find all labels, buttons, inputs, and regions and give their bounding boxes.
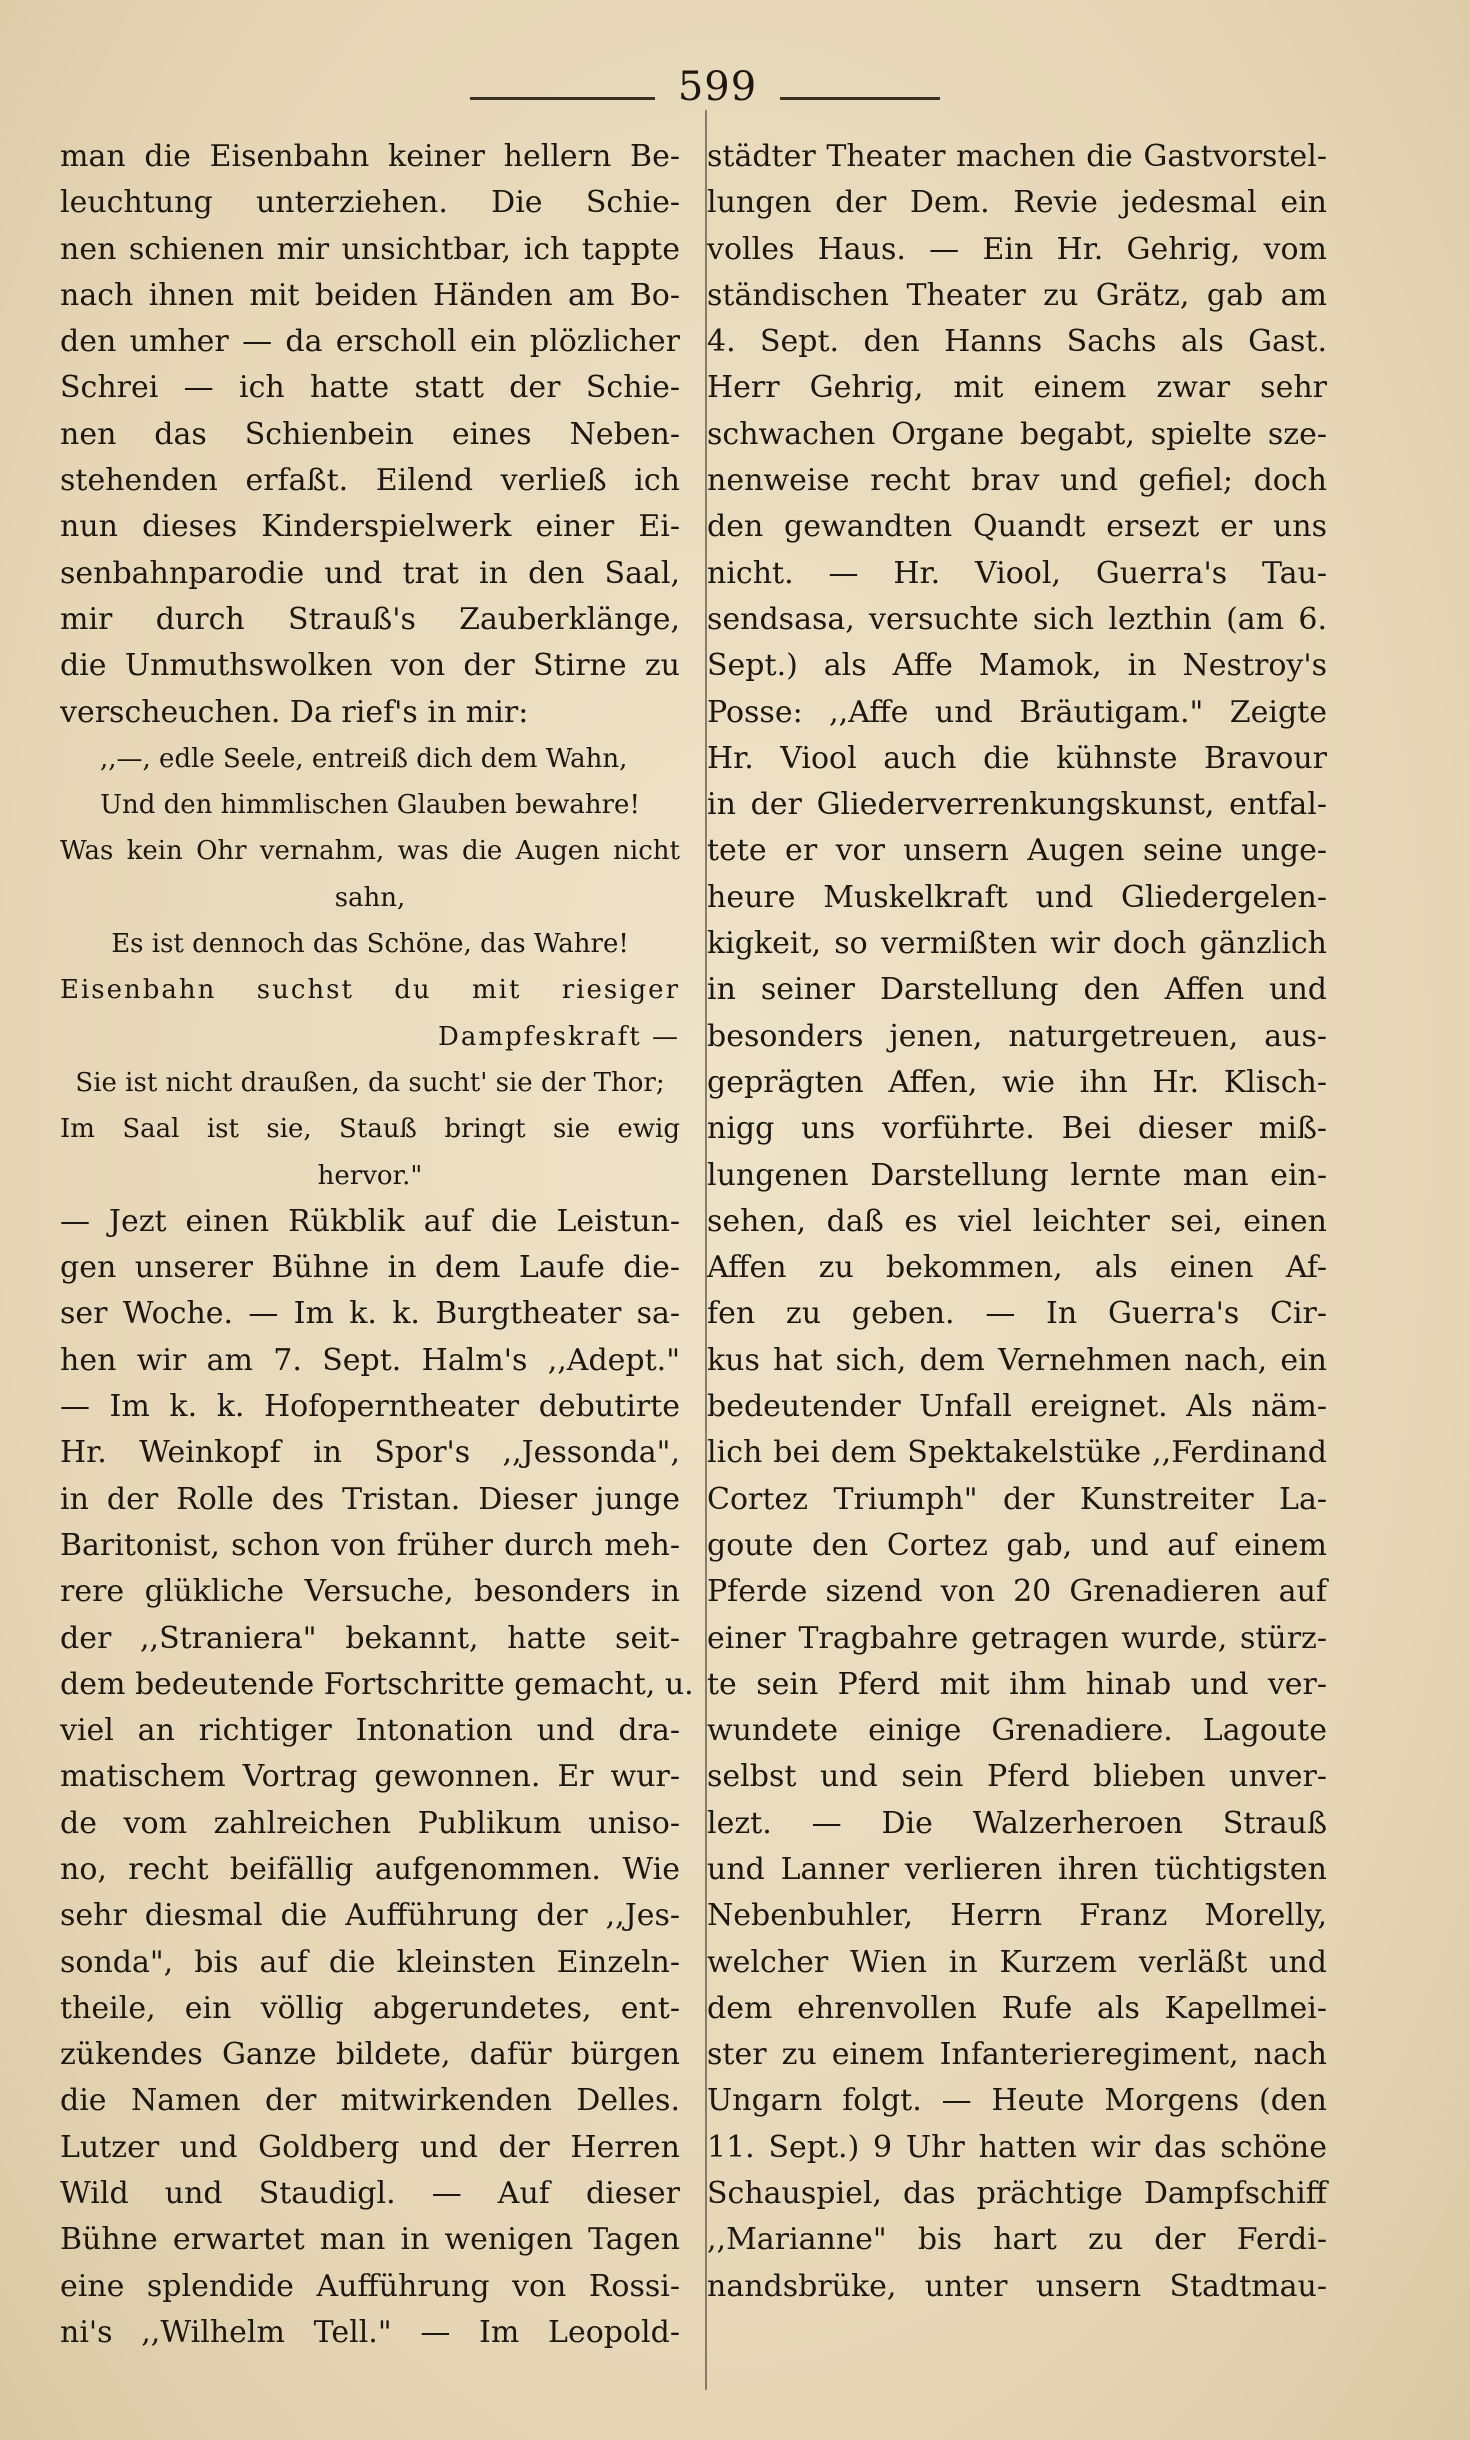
text-line: einer Tragbahre getragen wurde, stürz- xyxy=(707,1620,1327,1656)
text-line: in der Rolle des Tristan. Dieser junge xyxy=(60,1481,680,1517)
text-line: zükendes Ganze bildete, dafür bürgen xyxy=(60,2037,680,2073)
poem-line: Dampfeskraft — xyxy=(437,1021,680,1052)
text-line: Baritonist, schon von früher durch meh- xyxy=(60,1527,680,1563)
text-line: man die Eisenbahn keiner hellern Be- xyxy=(60,139,680,174)
text-line: lezt. — Die Walzerheroen Strauß xyxy=(707,1805,1327,1841)
text-line: den gewandten Quandt ersezt er uns xyxy=(707,509,1327,545)
text-line: und Lanner verlieren ihren tüchtigsten xyxy=(707,1851,1327,1887)
text-line: eine splendide Aufführung von Rossi- xyxy=(60,2268,680,2304)
text-line: senbahnparodie und trat in den Saal, xyxy=(60,555,680,591)
text-line: bedeutender Unfall ereignet. Als näm- xyxy=(707,1389,1327,1425)
page-header xyxy=(0,62,1470,122)
text-line: Herr Gehrig, mit einem zwar sehr xyxy=(707,370,1327,406)
poem-line: Was kein Ohr vernahm, was die Augen nicht xyxy=(60,836,680,867)
text-line: Schrei — ich hatte statt der Schie- xyxy=(60,370,680,406)
text-line: dem ehrenvollen Rufe als Kapellmei- xyxy=(707,1990,1327,2026)
text-line: nen schienen mir unsichtbar, ich tappte xyxy=(60,231,680,267)
text-line: sehen, daß es viel leichter sei, einen xyxy=(707,1203,1327,1239)
text-line: Sept.) als Affe Mamok, in Nestroy's xyxy=(707,648,1327,684)
text-line: lich bei dem Spektakelstüke ,,Ferdinand xyxy=(707,1435,1327,1471)
text-line: wundete einige Grenadiere. Lagoute xyxy=(707,1713,1327,1749)
text-line: Hr. Weinkopf in Spor's ,,Jessonda", xyxy=(60,1435,680,1471)
text-line: viel an richtiger Intonation und dra- xyxy=(60,1713,680,1749)
text-line: stehenden erfaßt. Eilend verließ ich xyxy=(60,463,680,499)
text-line: te sein Pferd mit ihm hinab und ver- xyxy=(707,1666,1327,1702)
text-line: kigkeit, so vermißten wir doch gänzlich xyxy=(707,926,1327,962)
text-line: schwachen Organe begabt, spielte sze- xyxy=(707,416,1327,452)
text-line: städter Theater machen die Gastvorstel- xyxy=(707,139,1327,174)
text-line: welcher Wien in Kurzem verläßt und xyxy=(707,1944,1327,1980)
text-line: die Unmuthswolken von der Stirne zu xyxy=(60,648,680,684)
text-line: sehr diesmal die Aufführung der ,,Jes- xyxy=(60,1898,680,1934)
text-line: dem bedeutende Fortschritte gemacht, u. xyxy=(60,1666,694,1702)
text-line: matischem Vortrag gewonnen. Er wur- xyxy=(60,1759,680,1795)
poem-line: sahn, xyxy=(334,882,406,913)
text-line: de vom zahlreichen Publikum uniso- xyxy=(60,1805,680,1841)
text-line: 4. Sept. den Hanns Sachs als Gast. xyxy=(707,324,1327,360)
text-line: Nebenbuhler, Herrn Franz Morelly, xyxy=(707,1898,1327,1934)
text-line: — Im k. k. Hofoperntheater debutirte xyxy=(60,1389,680,1425)
text-line: nun dieses Kinderspielwerk einer Ei- xyxy=(60,509,680,545)
text-line: lungenen Darstellung lernte man ein- xyxy=(707,1157,1327,1193)
text-line: hen wir am 7. Sept. Halm's ,,Adept." xyxy=(60,1342,680,1378)
poem-line: Im Saal ist sie, Stauß bringt sie ewig xyxy=(60,1114,680,1145)
text-line: geprägten Affen, wie ihn Hr. Klisch- xyxy=(707,1064,1327,1100)
text-line: Bühne erwartet man in wenigen Tagen xyxy=(60,2222,680,2258)
text-line: sonda", bis auf die kleinsten Einzeln- xyxy=(60,1944,680,1980)
text-line: nicht. — Hr. Viool, Guerra's Tau- xyxy=(707,555,1327,591)
text-line: ,,Marianne" bis hart zu der Ferdi- xyxy=(707,2222,1327,2258)
right-column xyxy=(707,134,1327,2310)
header-rule-left xyxy=(470,97,655,100)
text-line: ster zu einem Infanterieregiment, nach xyxy=(707,2037,1327,2073)
text-line: der ,,Straniera" bekannt, hatte seit- xyxy=(60,1620,680,1656)
text-line: theile, ein völlig abgerundetes, ent- xyxy=(60,1990,680,2026)
text-line: fen zu geben. — In Guerra's Cir- xyxy=(707,1296,1327,1332)
text-line: Pferde sizend von 20 Grenadieren auf xyxy=(707,1574,1327,1610)
text-line: tete er vor unsern Augen seine unge- xyxy=(707,833,1327,869)
text-line: — Jezt einen Rükblik auf die Leistun- xyxy=(60,1203,680,1239)
poem-line: Und den himmlischen Glauben bewahre! xyxy=(100,790,640,821)
text-line: kus hat sich, dem Vernehmen nach, ein xyxy=(707,1342,1327,1378)
text-line: lungen der Dem. Revie jedesmal ein xyxy=(707,185,1327,221)
text-line: den umher — da erscholl ein plözlicher xyxy=(60,324,680,360)
poem-line: Es ist dennoch das Schöne, das Wahre! xyxy=(111,929,629,960)
text-line: nandsbrüke, unter unsern Stadtmau- xyxy=(707,2268,1327,2304)
header-rule-right xyxy=(780,97,940,100)
text-line: goute den Cortez gab, und auf einem xyxy=(707,1527,1327,1563)
text-line: ser Woche. — Im k. k. Burgtheater sa- xyxy=(60,1296,680,1332)
text-line: Wild und Staudigl. — Auf dieser xyxy=(60,2176,680,2212)
text-line: rere glükliche Versuche, besonders in xyxy=(60,1574,680,1610)
text-line: in der Gliederverrenkungskunst, entfal- xyxy=(707,787,1327,823)
text-line: Lutzer und Goldberg und der Herren xyxy=(60,2129,680,2165)
poem-quotation xyxy=(60,736,680,1199)
text-line: mir durch Strauß's Zauberklänge, xyxy=(60,601,680,637)
poem-line: ,,—, edle Seele, entreiß dich dem Wahn, xyxy=(100,743,628,774)
text-line: nigg uns vorführte. Bei dieser miß- xyxy=(707,1111,1327,1147)
text-line: leuchtung unterziehen. Die Schie- xyxy=(60,185,680,221)
text-line: gen unserer Bühne in dem Laufe die- xyxy=(60,1250,680,1286)
text-line: ständischen Theater zu Grätz, gab am xyxy=(707,277,1327,313)
text-line: selbst und sein Pferd blieben unver- xyxy=(707,1759,1327,1795)
text-line: nenweise recht brav und gefiel; doch xyxy=(707,463,1327,499)
text-line: Hr. Viool auch die kühnste Bravour xyxy=(707,740,1327,776)
text-line: besonders jenen, naturgetreuen, aus- xyxy=(707,1018,1327,1054)
left-column xyxy=(60,134,694,2356)
poem-line: Sie ist nicht draußen, da sucht' sie der Thor; xyxy=(75,1067,665,1098)
text-line: 11. Sept.) 9 Uhr hatten wir das schöne xyxy=(707,2129,1327,2165)
text-line: nen das Schienbein eines Neben- xyxy=(60,416,680,452)
text-line: Cortez Triumph" der Kunstreiter La- xyxy=(707,1481,1327,1517)
page-number: 599 xyxy=(677,64,758,110)
text-line: nach ihnen mit beiden Händen am Bo- xyxy=(60,277,680,313)
text-line: no, recht beifällig aufgenommen. Wie xyxy=(60,1851,680,1887)
text-line: volles Haus. — Ein Hr. Gehrig, vom xyxy=(707,231,1327,267)
text-line: die Namen der mitwirkenden Delles. xyxy=(60,2083,680,2119)
text-line: verscheuchen. Da rief's in mir: xyxy=(60,694,529,730)
text-line: sendsasa, versuchte sich lezthin (am 6. xyxy=(707,601,1327,637)
text-line: ni's ,,Wilhelm Tell." — Im Leopold- xyxy=(60,2314,680,2350)
text-line: Ungarn folgt. — Heute Morgens (den xyxy=(707,2083,1327,2119)
poem-line: Eisenbahn suchst du mit riesiger xyxy=(60,975,680,1006)
text-line: Posse: ,,Affe und Bräutigam." Zeigte xyxy=(707,694,1327,730)
text-line: heure Muskelkraft und Gliedergelen- xyxy=(707,879,1327,915)
poem-line: hervor." xyxy=(317,1160,423,1191)
text-line: Affen zu bekommen, als einen Af- xyxy=(707,1250,1327,1286)
text-line: Schauspiel, das prächtige Dampfschiff xyxy=(707,2176,1327,2212)
text-line: in seiner Darstellung den Affen und xyxy=(707,972,1327,1008)
